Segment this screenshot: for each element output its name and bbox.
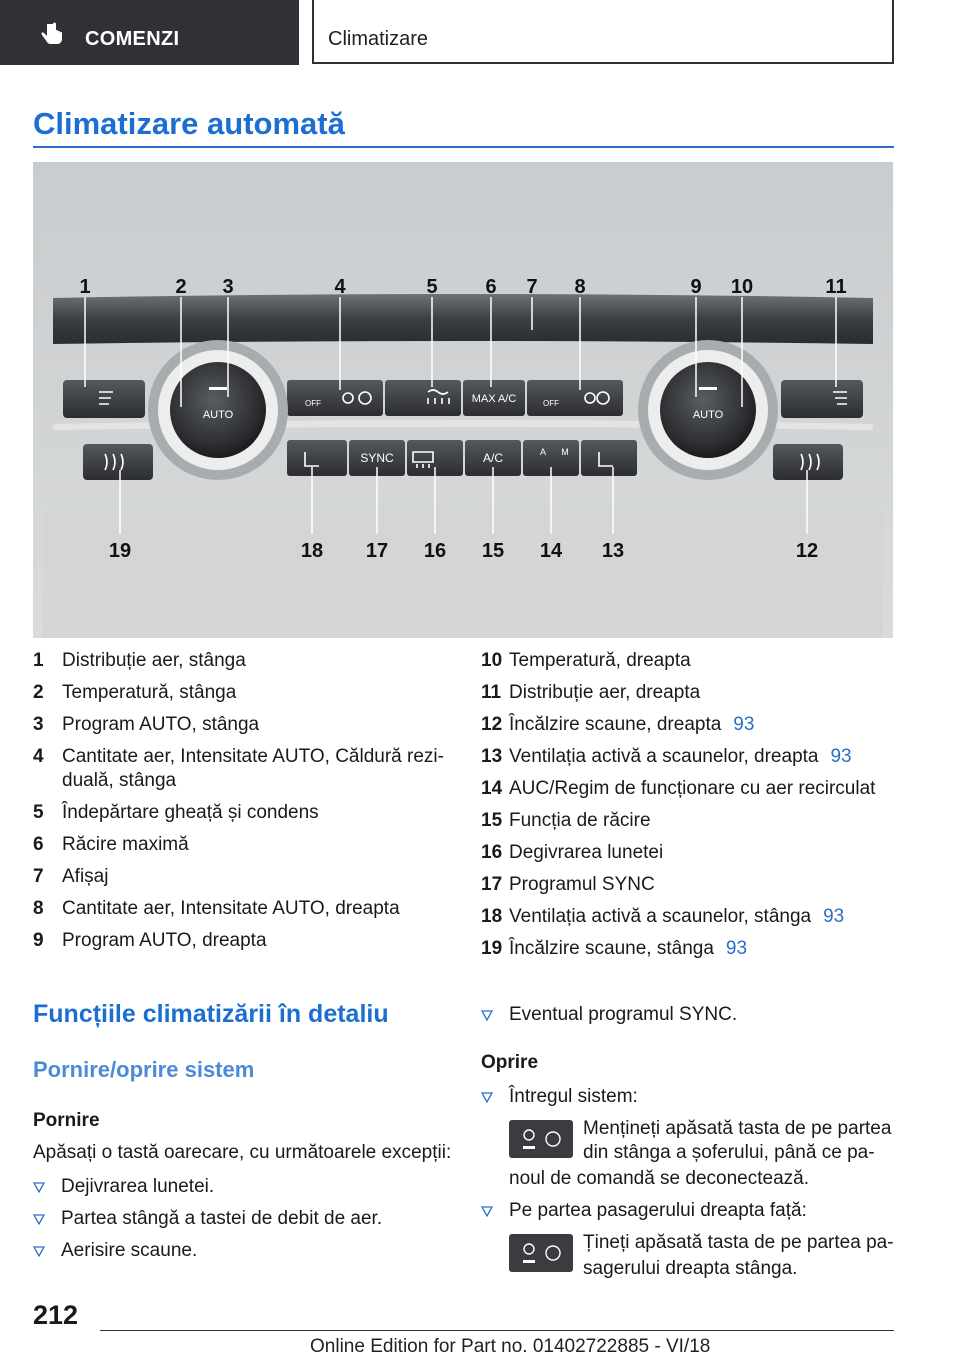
page-ref-link[interactable]: 93 <box>830 746 852 767</box>
triangle-bullet-icon <box>33 1213 45 1225</box>
callout-1: 1 <box>79 276 91 298</box>
chapter-tab[interactable] <box>312 0 894 64</box>
max-ac-label: MAX A/C <box>471 393 517 405</box>
off-item2-l1: Țineți apăsată tasta de pe partea pa- <box>583 1232 894 1253</box>
legend-item: 18 Ventilația activă a scaunelor, stânga 93 <box>481 906 845 927</box>
title-divider <box>33 146 894 148</box>
callout-6: 6 <box>485 276 497 298</box>
off-left-label: OFF <box>305 399 321 408</box>
off-right-label: OFF <box>543 399 559 408</box>
legend-right <box>481 645 901 965</box>
legend-item: 9 Program AUTO, dreapta <box>33 930 267 951</box>
legend-item: 6 Răcire maximă <box>33 834 189 855</box>
fan-off-button-image <box>509 1234 573 1272</box>
callout-17: 17 <box>365 540 389 562</box>
callout-11: 11 <box>825 276 847 298</box>
legend-item: 10 Temperatură, dreapta <box>481 650 691 671</box>
list-item: Aerisire scaune. <box>33 1238 197 1264</box>
hand-pointer-icon <box>38 22 64 46</box>
page-ref-link[interactable]: 93 <box>725 938 748 959</box>
section-heading: Funcțiile climatizării în detaliu <box>33 1000 389 1028</box>
page-ref-link[interactable]: 93 <box>823 906 845 927</box>
off-item1-l2: din stânga a șoferului, până ce pa- <box>583 1142 875 1163</box>
legend-item: 14 AUC/Regim de funcționare cu aer recirculat <box>481 778 876 799</box>
callout-18: 18 <box>300 540 324 562</box>
legend-item: 16 Degivrarea lunetei <box>481 842 664 863</box>
callout-13: 13 <box>601 540 625 562</box>
legend-item: 19 Încălzire scaune, stânga 93 <box>481 938 748 959</box>
callout-8: 8 <box>574 276 586 298</box>
triangle-bullet-icon <box>481 1091 493 1103</box>
list-item: Eventual programul SYNC. <box>481 1002 737 1028</box>
subsection-heading: Pornire/oprire sistem <box>33 1057 255 1082</box>
triangle-bullet-icon <box>481 1009 493 1021</box>
triangle-bullet-icon <box>33 1245 45 1257</box>
auto-left-label: AUTO <box>202 409 234 421</box>
page-ref-link[interactable]: 93 <box>733 714 755 735</box>
auc-a-label: A <box>539 447 547 457</box>
auto-right-label: AUTO <box>692 409 724 421</box>
callout-7: 7 <box>526 276 538 298</box>
on-text: Apăsați o tastă oarecare, cu următoarele excepții: <box>33 1142 452 1163</box>
callout-9: 9 <box>690 276 702 298</box>
legend-item: 12 Încălzire scaune, dreapta 93 <box>481 714 755 735</box>
footer-divider <box>100 1330 894 1331</box>
page-title: Climatizare automată <box>33 106 345 141</box>
callout-3: 3 <box>222 276 234 298</box>
legend-item: 4 Cantitate aer, Intensitate AUTO, Căldură rezi- duală, stânga <box>33 746 444 791</box>
callout-4: 4 <box>334 276 346 298</box>
legend-item: 11 Distribuție aer, dreapta <box>481 682 701 703</box>
triangle-bullet-icon <box>33 1181 45 1193</box>
fan-off-button-image <box>509 1120 573 1158</box>
chapter-label: Climatizare <box>328 28 429 50</box>
legend-left <box>33 645 463 957</box>
sync-label: SYNC <box>360 451 394 465</box>
footer-edition: Online Edition for Part no. 01402722885 - VI/18 <box>310 1336 711 1357</box>
legend-item: 8 Cantitate aer, Intensitate AUTO, dreapta <box>33 898 400 919</box>
off-item1-l3: noul de comandă se deconectează. <box>509 1168 809 1189</box>
legend-item: 5 Îndepărtare gheață și condens <box>33 802 319 823</box>
off-item2-l2: sagerului dreapta stânga. <box>583 1258 798 1279</box>
callout-5: 5 <box>426 276 438 298</box>
callout-15: 15 <box>481 540 505 562</box>
callout-2: 2 <box>175 276 187 298</box>
triangle-bullet-icon <box>481 1205 493 1217</box>
callout-12: 12 <box>795 540 819 562</box>
list-item: Dejivrarea lunetei. <box>33 1174 214 1200</box>
legend-item: 3 Program AUTO, stânga <box>33 714 260 735</box>
callout-16: 16 <box>423 540 447 562</box>
section-label: COMENZI <box>85 28 180 50</box>
section-tab[interactable] <box>0 0 299 65</box>
off-item1-l1: Mențineți apăsată tasta de pe partea <box>583 1118 892 1139</box>
climate-panel-photo <box>33 162 893 638</box>
list-item: Pe partea pasagerului dreapta față: <box>481 1198 807 1224</box>
callout-14: 14 <box>539 540 563 562</box>
legend-item: 2 Temperatură, stânga <box>33 682 237 703</box>
list-item: Întregul sistem: <box>481 1084 638 1110</box>
recirc-m-label: M <box>561 447 569 457</box>
list-item: Partea stângă a tastei de debit de aer. <box>33 1206 382 1232</box>
legend-item: 15 Funcția de răcire <box>481 810 651 831</box>
legend-item: 13 Ventilația activă a scaunelor, dreapta 93 <box>481 746 852 767</box>
callout-19: 19 <box>108 540 132 562</box>
legend-item: 1 Distribuție aer, stânga <box>33 650 246 671</box>
on-heading: Pornire <box>33 1110 100 1131</box>
legend-item: 7 Afișaj <box>33 866 109 887</box>
callout-10: 10 <box>730 276 754 298</box>
off-heading: Oprire <box>481 1052 539 1073</box>
page-number: 212 <box>33 1300 79 1330</box>
legend-item: 17 Programul SYNC <box>481 874 655 895</box>
ac-label: A/C <box>482 451 504 465</box>
